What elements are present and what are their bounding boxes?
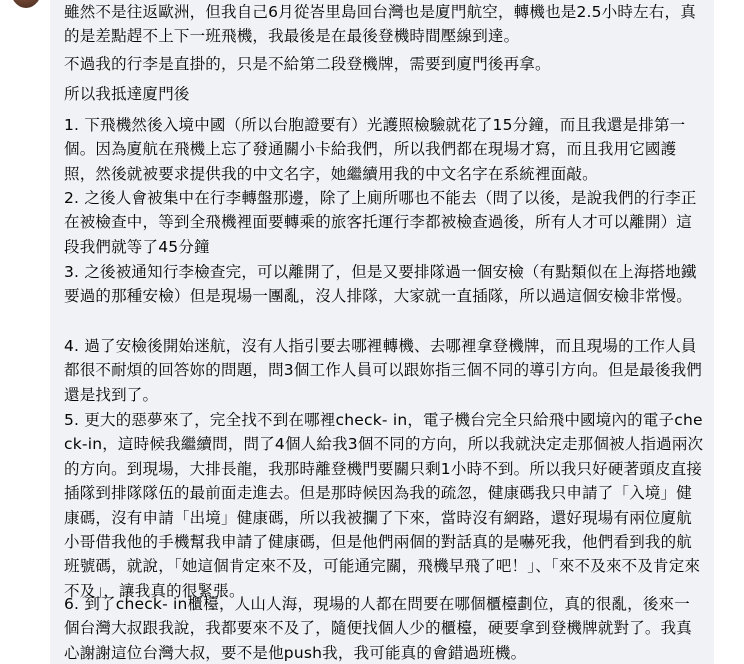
comment-paragraph-step-4: 4. 過了安檢後開始迷航，沒有人指引要去哪裡轉機、去哪裡拿登機牌，而且現場的工作人員都很不耐煩的回答妳的問題，問3個工作人員可以跟妳指三個不同的導引方向。但是最後我們還是找到了。 [64,337,703,404]
comment-paragraph-step-3: 3. 之後被通知行李檢查完，可以離開了，但是又要排隊過一個安檢（有點類似在上海搭地鐵要過的那種安檢）但是現場一團亂，沒人排隊，大家就一直插隊，所以過這個安檢非常慢。 [64,263,697,306]
comment-paragraph-intro: 雖然不是往返歐洲，但我自己6月從峇里島回台灣也是廈門航空，轉機也是2.5小時左右，真的是差點趕不上下一班飛機，我最後是在最後登機時間壓線到達。 [64,3,696,46]
comment-paragraph-step-2: 2. 之後人會被集中在行李轉盤那邊，除了上廁所哪也不能去（問了以後，是說我們的行李正在被檢查中，等到全飛機裡面要轉乘的旅客托運行李都被檢查過後，所有人才可以離開）這段我們就等了45分鐘 [64,189,697,256]
comment-paragraph-step-5: 5. 更大的惡夢來了，完全找不到在哪裡check- in，電子機台完全只給飛中國境內的電子check-in，這時候我繼續問，問了4個人給我3個不同的方向，所以我就決定走那個被人指過兩次的方向。到現場，大排長龍，我那時離登機門要關只剩1小時不到。所以我只好硬著頭皮直接插隊到排隊隊伍的最前面走進去。但是那時候因為我的疏忽，健康碼我只申請了「入境」健康碼，沒有申請「出境」健康碼，所以我被攔了下來，當時沒有網路，還好現場有兩位廈航小哥借我他的手機幫我申請了健康碼，但是他們兩個的對話真的是嚇死我，他們看到我的航班號碼，就說，「她這個肯定來不及，可能通完關，飛機早飛了吧！」、「來不及來不及肯定來不及」，讓我真的很緊張。 [64,411,704,600]
comment-paragraph-step-6: 6. 到了check- in櫃檯，人山人海，現場的人都在問要在哪個櫃檯劃位，真的很亂，後來一個台灣大叔跟我說，我都要來不及了，隨便找個人少的櫃檯，硬要拿到登機牌就對了。我真心謝謝這位台灣大叔，要不是他push我，我可能真的會錯過班機。 [64,595,693,662]
comment-paragraph-step-1: 1. 下飛機然後入境中國（所以台胞證要有）光護照檢驗就花了15分鐘，而且我還是排第一個。因為廈航在飛機上忘了發通關小卡給我們，所以我們都在現場才寫，而且我用它國護照，然後就被要求提供我的中文名字，她繼續用我的中文名字在系統裡面敲。 [64,116,686,183]
commenter-avatar[interactable] [10,0,42,8]
comment-paragraph-arrival: 所以我抵達廈門後 [64,85,190,103]
comment-paragraph-luggage: 不過我的行李是直掛的，只是不給第二段登機牌，需要到廈門後再拿。 [64,55,551,73]
